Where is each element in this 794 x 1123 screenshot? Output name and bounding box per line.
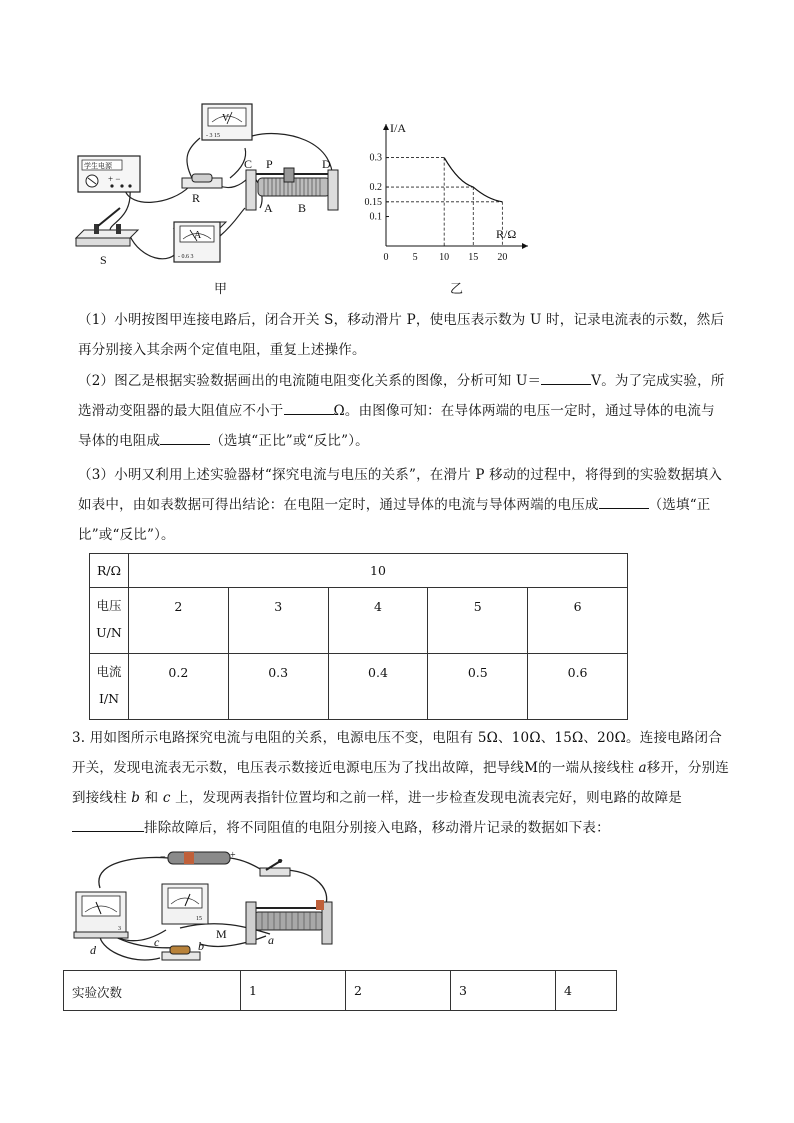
question-3-part-c: 和 (140, 790, 163, 806)
question-3-var-b: b (131, 790, 141, 806)
switch-icon (76, 208, 138, 267)
terminal-p-label: P (266, 157, 273, 171)
paragraph-1 (78, 305, 728, 365)
x-tick-label: 0 (383, 252, 389, 263)
ammeter-icon (174, 222, 226, 262)
table2-trial-cell: 1 (241, 971, 346, 1011)
battery-icon (160, 850, 236, 864)
terminal-b-label: b (198, 939, 204, 953)
table1-voltage-cell: 6 (528, 588, 628, 654)
y-axis-arrow (383, 124, 389, 130)
wire-m-label: M (216, 927, 227, 941)
table1-voltage-label-2: U/N (96, 625, 122, 640)
paragraph-2-part-c: Ω。由图像可知：在导体两端的电压一定时，通过导体的电流与导体的电阻成 (78, 403, 715, 449)
circuit-diagram-jia (70, 98, 370, 276)
table1-voltage-cell: 5 (428, 588, 528, 654)
paragraph-1-text: （1）小明按图甲连接电路后，闭合开关 S，移动滑片 P，使电压表示数为 U 时，记录电流表的示数，然后再分别接入其余两个定值电阻，重复上述操作。 (78, 312, 725, 358)
terminal-c-label: C (244, 157, 253, 171)
question-3-part-a: 3. 用如图所示电路探究电流与电阻的关系，电源电压不变，电阻有 5Ω、10Ω、15Ω、20Ω。连接电路闭合开关，发现电流表无示数，电压表示数接近电源电压为了找出故障，把导线M的一端从接线柱 (72, 730, 722, 776)
svg-text:−: − (160, 852, 166, 863)
terminal-b-label: B (298, 201, 307, 215)
series-line (444, 158, 502, 202)
data-table-1 (89, 553, 628, 720)
table1-r-value: 10 (128, 554, 627, 588)
x-tick-label: 15 (468, 252, 479, 263)
y-axis-label: I/A (390, 124, 406, 135)
table1-voltage-label (90, 588, 129, 654)
terminal-d-label: d (90, 943, 96, 957)
figure-yi-caption: 乙 (450, 282, 464, 297)
terminal-c-label: c (154, 935, 160, 949)
terminal-a-label: A (264, 201, 273, 215)
paragraph-2 (78, 366, 728, 456)
voltmeter-scale: - 3 15 (206, 133, 220, 139)
table1-current-cell: 0.3 (228, 654, 328, 720)
svg-text:+ −: + − (108, 174, 121, 184)
table1-voltage-label-1: 电压 (96, 598, 122, 613)
paragraph-3-part-a: （3）小明又利用上述实验器材“探究电流与电压的关系”，在滑片 P 移动的过程中，将得到的实验数据填入如表中，由如表数据可得出结论：在电阻一定时，通过导体的电流与导体两端的电压成 (78, 467, 723, 513)
paragraph-3-part-b: （选填“正比”或“反比”）。 (78, 497, 711, 543)
table2-trial-cell: 3 (451, 971, 556, 1011)
svg-text:+: + (230, 850, 236, 861)
question-3-part-e: 排除故障后，将不同阻值的电阻分别接入电路，移动滑片记录的数据如下表： (144, 820, 610, 836)
y-tick-label: 0.3 (369, 152, 382, 164)
resistor-label: R (192, 191, 201, 205)
table1-voltage-cell: 3 (228, 588, 328, 654)
figure-jia-caption: 甲 (214, 282, 228, 297)
table1-current-label-1: 电流 (96, 664, 122, 679)
table1-r-label: R/Ω (90, 554, 129, 588)
voltmeter-icon (162, 884, 208, 924)
question-3-part-d: 上，发现两表指针位置均和之前一样，进一步检查发现电流表完好，则电路的故障是 (170, 790, 682, 806)
table2-trial-cell: 2 (346, 971, 451, 1011)
x-tick-label: 10 (439, 252, 450, 263)
table1-current-label (90, 654, 129, 720)
switch-icon (260, 859, 290, 876)
terminal-d-label: D (322, 157, 331, 171)
voltmeter-label: V (222, 113, 230, 124)
y-tick-label: 0.1 (369, 211, 382, 223)
switch-label: S (100, 253, 107, 267)
rheostat-icon (246, 900, 332, 944)
question-3 (72, 723, 732, 843)
y-tick-label: 0.15 (364, 196, 382, 208)
voltmeter-scale: 15 (196, 916, 202, 922)
table1-voltage-cell: 2 (128, 588, 228, 654)
answer-blank-fault[interactable] (72, 817, 144, 832)
table1-current-label-2: I/N (98, 691, 120, 706)
data-table-2 (63, 970, 617, 1011)
table1-current-cell: 0.2 (128, 654, 228, 720)
question-3-part-b: 移开，分别连到接线柱 (72, 760, 729, 806)
x-axis-label: R/Ω (496, 227, 517, 241)
power-supply-icon (78, 156, 140, 192)
ammeter-scale: - 0.6 3 (178, 254, 194, 260)
table1-current-cell: 0.4 (328, 654, 428, 720)
table2-label: 实验次数 (64, 971, 241, 1011)
ammeter-scale: 3 (118, 926, 121, 932)
answer-blank-max-resistance[interactable] (284, 400, 334, 415)
question-3-var-a: a (638, 760, 647, 776)
table1-current-cell: 0.5 (428, 654, 528, 720)
terminal-a-label: a (268, 933, 274, 947)
x-axis-arrow (522, 243, 528, 249)
paragraph-2-part-a: （2）图乙是根据实验数据画出的电流随电阻变化关系的图像，分析可知 U＝ (78, 373, 542, 389)
paragraph-2-part-b: V。为了完成实验，所选滑动变阻器的最大阻值应不小于 (78, 373, 725, 419)
table1-voltage-cell: 4 (328, 588, 428, 654)
x-tick-label: 5 (412, 252, 418, 263)
circuit-diagram-2 (70, 848, 340, 968)
paragraph-2-part-d: （选填“正比”或“反比”）。 (210, 433, 369, 449)
x-tick-label: 20 (497, 252, 508, 263)
ammeter-icon (74, 892, 128, 938)
chart-yi (352, 124, 542, 274)
power-supply-label: 学生电源 (84, 162, 112, 170)
voltmeter-icon (202, 104, 252, 140)
answer-blank-relation-1[interactable] (160, 430, 210, 445)
ammeter-label: A (194, 230, 202, 241)
answer-blank-voltage[interactable] (541, 370, 591, 385)
table1-current-cell: 0.6 (528, 654, 628, 720)
answer-blank-relation-2[interactable] (599, 494, 649, 509)
table2-trial-cell: 4 (556, 971, 617, 1011)
question-3-var-c: c (162, 790, 171, 806)
rheostat-icon (244, 157, 338, 215)
resistor-icon (182, 174, 222, 205)
y-tick-label: 0.2 (369, 182, 382, 194)
paragraph-3 (78, 460, 728, 550)
